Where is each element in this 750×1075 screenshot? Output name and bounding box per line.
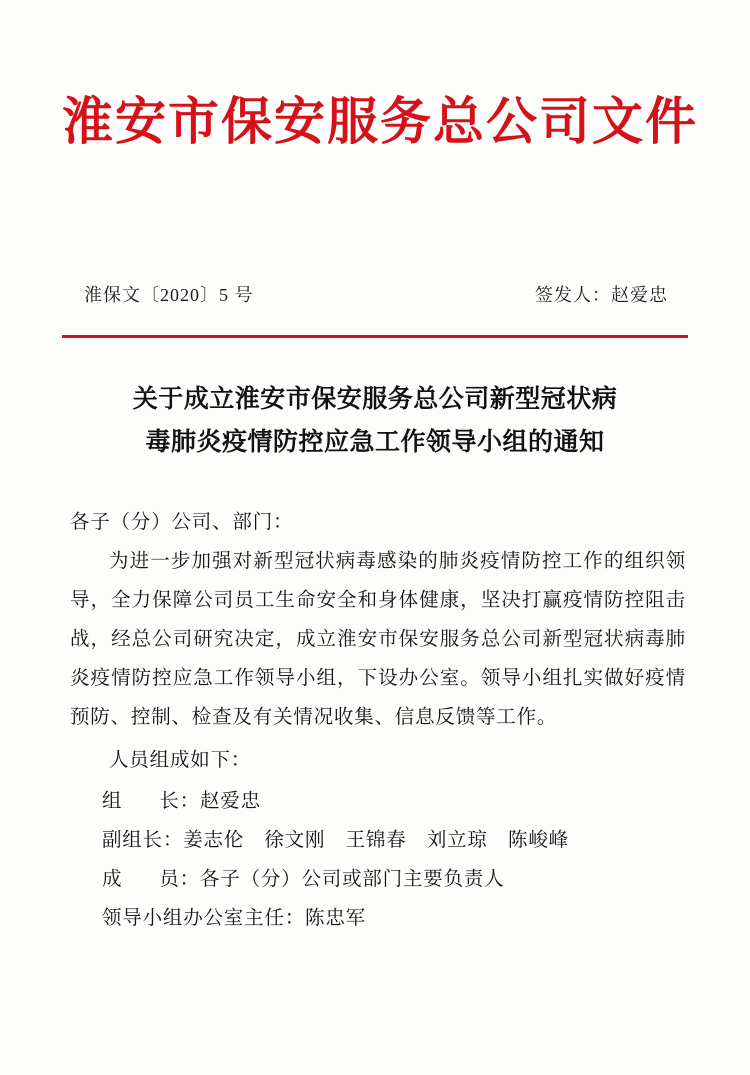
serial-and-issuer-row	[62, 281, 688, 307]
roster-row	[102, 782, 688, 821]
roster-lead-in: 人员组成如下：	[109, 750, 252, 772]
document-title-line-1: 关于成立淮安市保安服务总公司新型冠状病	[132, 385, 618, 413]
document-header	[62, 0, 699, 153]
roster-role-tail: 长	[159, 791, 180, 813]
document-content	[62, 503, 688, 938]
red-separator-rule	[62, 335, 688, 338]
document-serial-number: 淮保文〔2020〕5 号	[84, 285, 254, 306]
roster-names: 姜志伦 徐文刚 王锦春 刘立琼 陈峻峰	[183, 830, 569, 852]
roster-row	[102, 821, 688, 860]
roster-names: 陈忠军	[305, 908, 366, 930]
salutation: 各子（分）公司、部门：	[70, 512, 294, 534]
document-body	[62, 0, 699, 1075]
roster-separator: ：	[179, 791, 200, 813]
roster-role: 成	[102, 869, 123, 891]
roster-list	[62, 782, 688, 938]
roster-separator: ：	[284, 908, 306, 930]
roster-separator: ：	[162, 830, 184, 852]
body-paragraph-1: 为进一步加强对新型冠状病毒感染的肺炎疫情防控工作的组织领导，全力保障公司员工生命安全和身体健康，坚决打赢疫情防控阻击战，经总公司研究决定，成立淮安市保安服务总公司新型冠状病毒肺炎疫情防控应急工作领导小组，下设办公室。领导小组扎实做好疫情预防、控制、检查及有关情况收集、信息反馈等工作。	[70, 551, 686, 729]
roster-row	[102, 860, 688, 899]
document-title-line-2: 毒肺炎疫情防控应急工作领导小组的通知	[145, 429, 605, 457]
roster-names: 各子（分）公司或部门主要负责人	[199, 869, 505, 891]
roster-role-tail: 员	[159, 869, 180, 891]
roster-role: 领导小组办公室主任	[102, 908, 285, 930]
roster-row	[102, 899, 688, 938]
roster-role: 副组长	[102, 830, 163, 852]
document-issuer: 签发人：赵爱忠	[535, 285, 668, 306]
document-title	[62, 378, 688, 466]
roster-separator: ：	[179, 869, 200, 891]
roster-role: 组	[102, 791, 123, 813]
roster-names: 赵爱忠	[199, 791, 261, 813]
issuing-organization-title: 淮安市保安服务总公司文件	[62, 92, 699, 152]
